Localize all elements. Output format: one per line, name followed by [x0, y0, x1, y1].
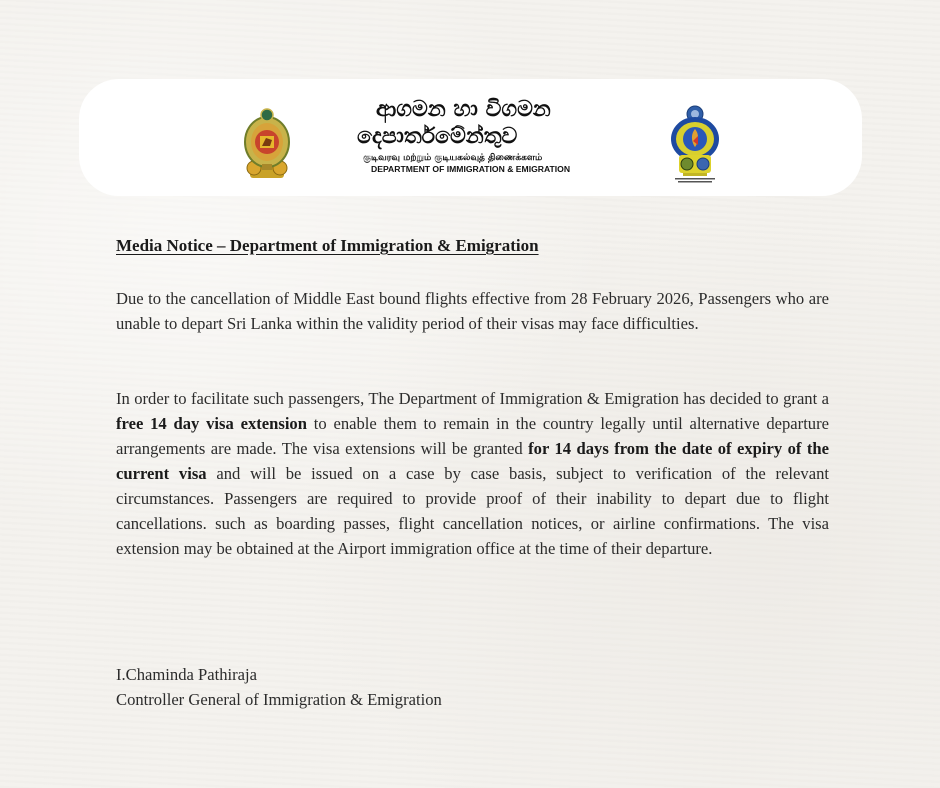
sinhala-title-line2: දෙපාර්තමේන්තුව	[357, 124, 518, 149]
paragraph-2-text-2: to enable them to remain in the country legally until alternative departure arrangements are made. The visa extensions will be granted	[116, 414, 829, 458]
english-title: DEPARTMENT OF IMMIGRATION & EMIGRATION	[371, 164, 571, 174]
signatory-name: I.Chaminda Pathiraja	[116, 665, 258, 684]
paragraph-2-text-1: In order to facilitate such passengers, The Department of Immigration & Emigration has decided to grant a	[116, 389, 829, 408]
highlight-free-extension: free 14 day visa extension	[116, 414, 307, 433]
paragraph-2-text-3: and will be issued on a case by case basis, subject to verification of the relevant circumstances. Passengers are required to provide proof of their inability to depart due to flight cancellations. such as boarding passes, flight cancellation notices, or airline confirmations. The visa extension may be obtained at the Airport immigration office at the time of their departure.	[116, 464, 829, 558]
immigration-crest-icon	[665, 103, 725, 185]
notice-paragraph-2	[116, 386, 829, 561]
notice-heading: Media Notice – Department of Immigration & Emigration	[116, 236, 539, 255]
sinhala-title-line1: ආගමන හා විගමන	[376, 97, 551, 122]
highlight-extension-duration: for 14 days from the date of expiry of the current visa	[116, 439, 829, 483]
notice-paragraph-1: Due to the cancellation of Middle East bound flights effective from 28 February 2026, Passengers who are unable to depart Sri Lanka within the validity period of their visas may face difficulties.	[116, 289, 829, 333]
tamil-title: குடிவரவு மற்றும் குடியகல்வுத் திணைக்களம்	[363, 153, 543, 163]
sri-lanka-emblem-icon	[242, 106, 292, 180]
header-banner	[79, 79, 862, 196]
signatory-title: Controller General of Immigration & Emigration	[116, 690, 442, 709]
signature-block	[116, 662, 442, 712]
